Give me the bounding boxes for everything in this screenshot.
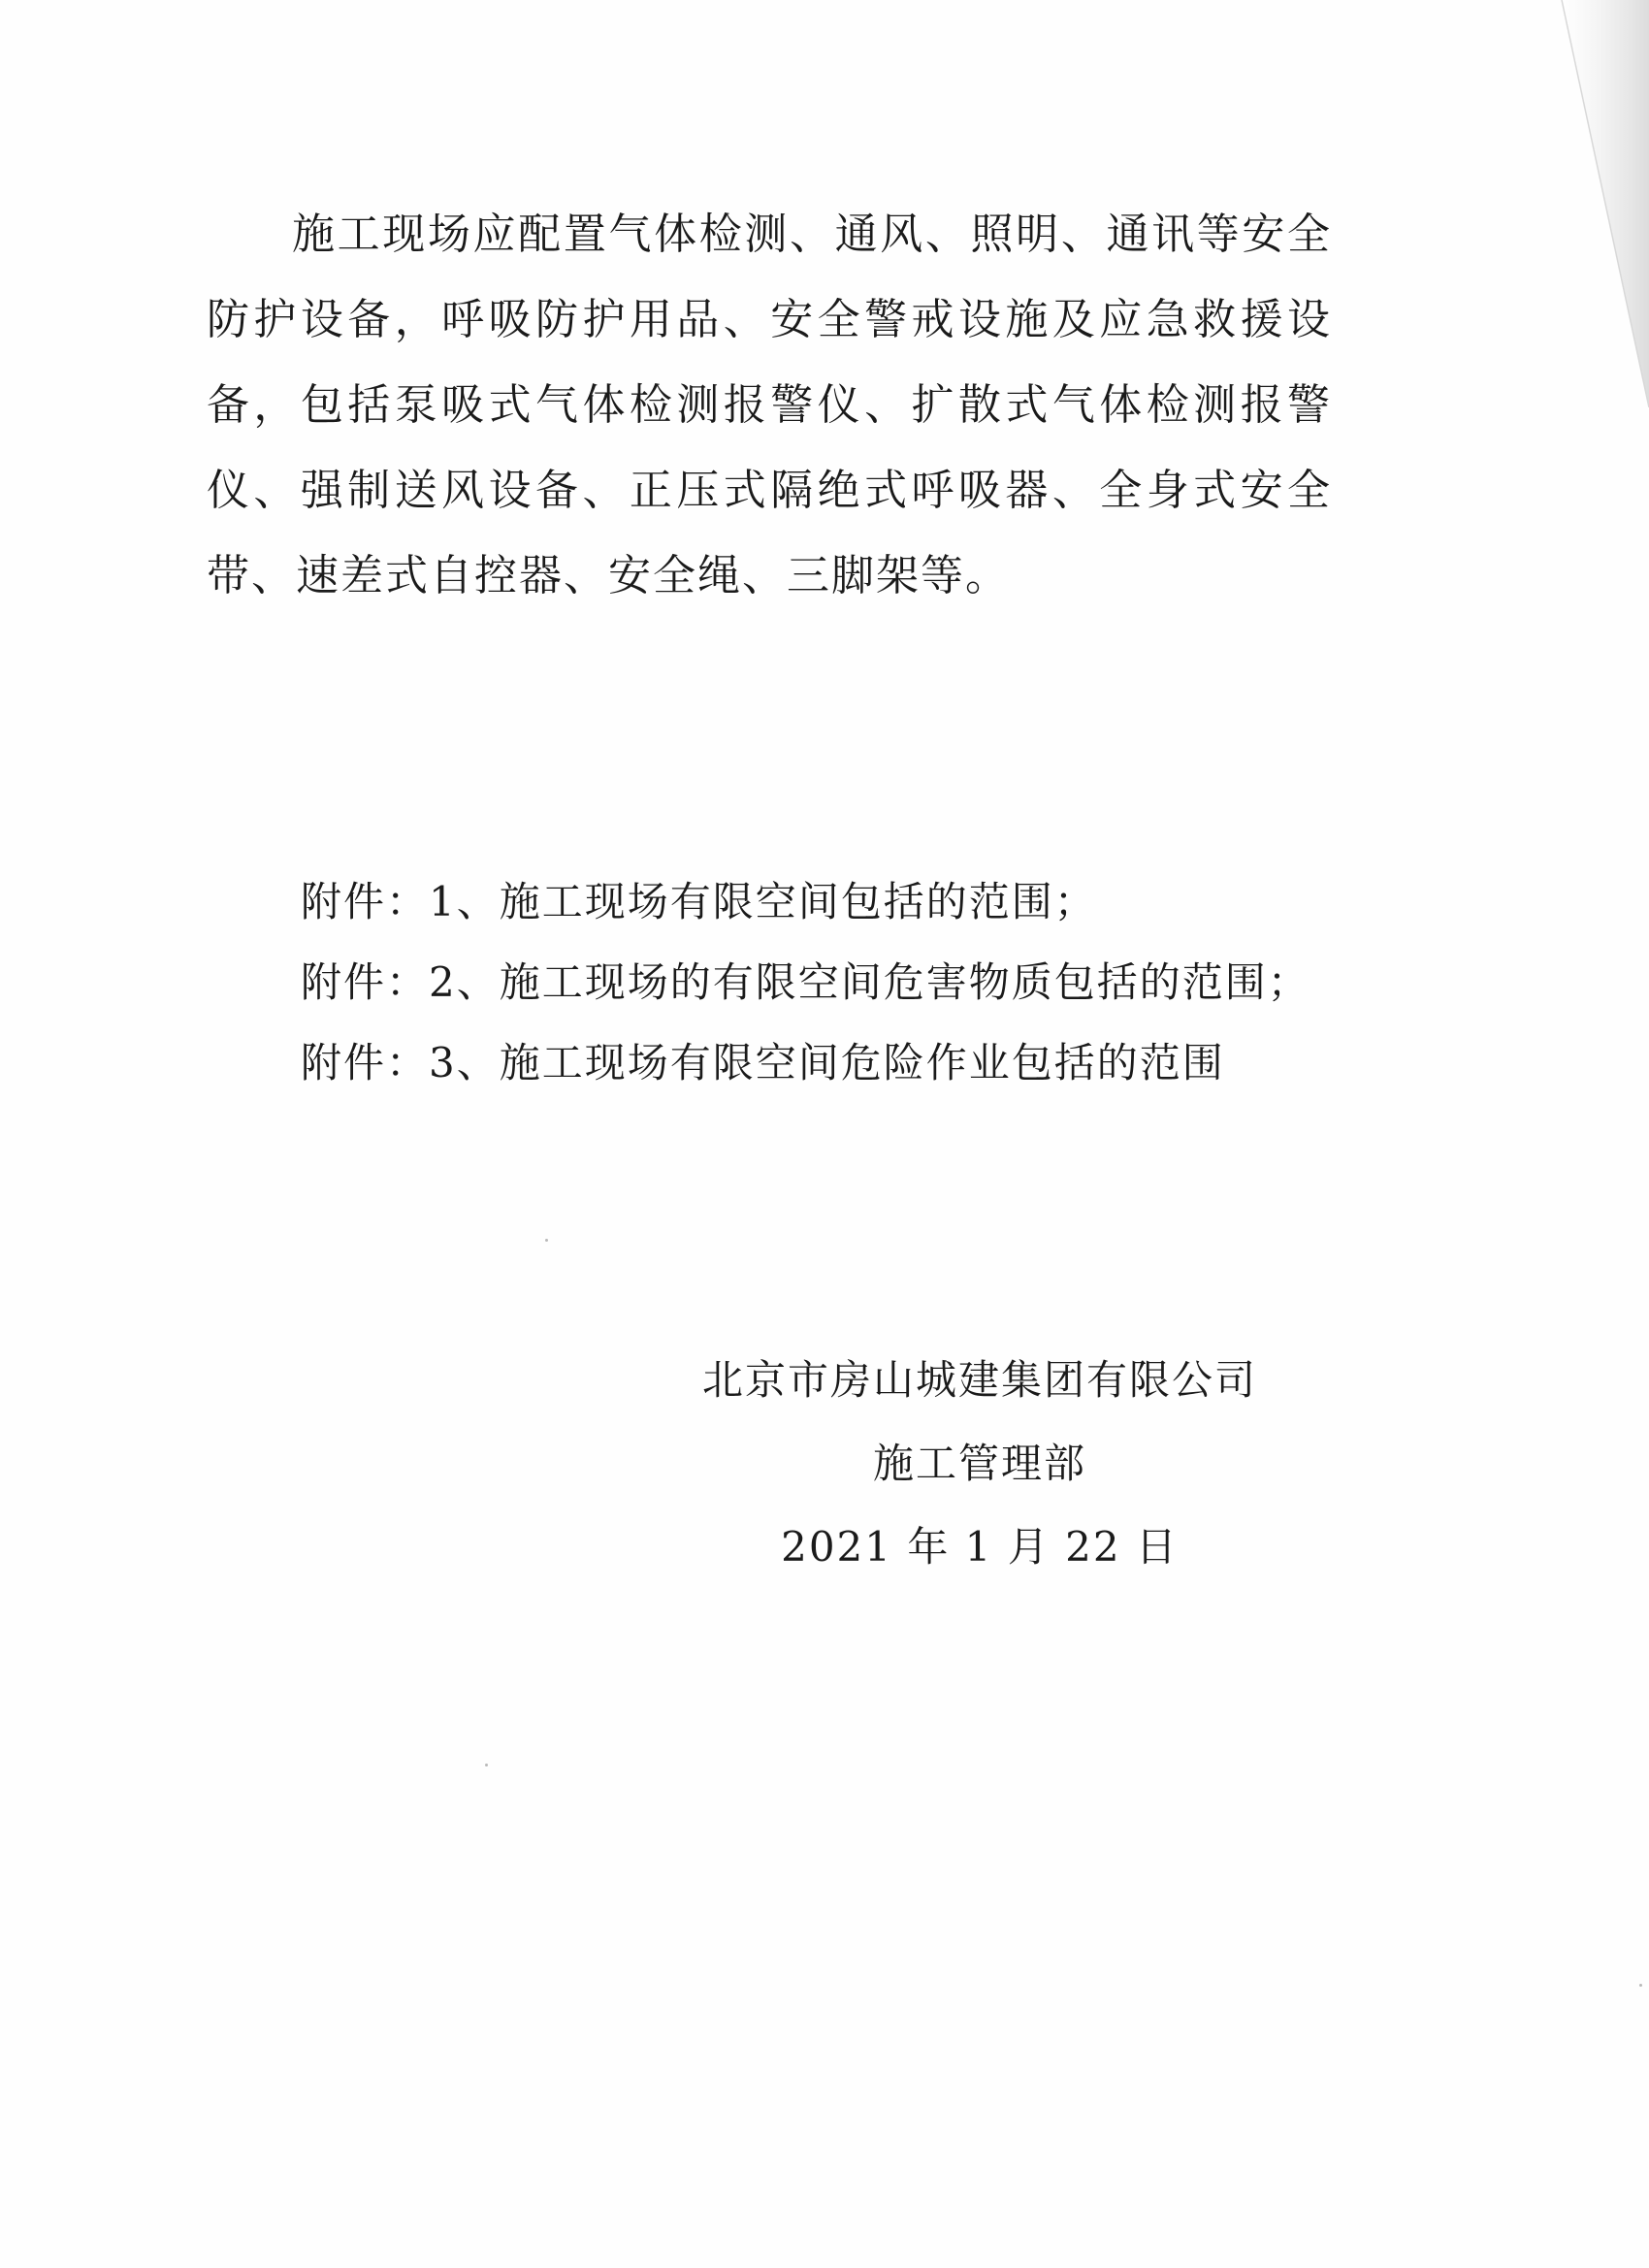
attachment-item-3: 附件：3、施工现场有限空间危险作业包括的范围 <box>301 1039 1225 1086</box>
signature-date: 2021 年 1 月 22 日 <box>781 1523 1179 1571</box>
body-paragraph: 施工现场应配置气体检测、通风、照明、通讯等安全防护设备，呼吸防护用品、安全警戒设施及应急救援设备，包括泵吸式气体检测报警仪、扩散式气体检测报警仪、强制送风设备、正压式隔绝式呼吸器、全身式安全带、速差式自控器、安全绳、三脚架等。 <box>207 210 1332 600</box>
scan-speck <box>1639 1984 1642 1987</box>
scan-speck <box>545 1239 548 1242</box>
signature-department: 施工管理部 <box>872 1440 1086 1487</box>
signature-organization: 北京市房山城建集团有限公司 <box>701 1356 1257 1404</box>
attachment-item-1: 附件：1、施工现场有限空间包括的范围； <box>301 878 1097 925</box>
attachment-item-2: 附件：2、施工现场的有限空间危害物质包括的范围； <box>301 958 1310 1006</box>
attachment-list <box>301 861 1368 1103</box>
page-fold-shadow <box>1455 0 1649 407</box>
scan-speck <box>485 1764 488 1766</box>
signature-block <box>679 1339 1280 1589</box>
